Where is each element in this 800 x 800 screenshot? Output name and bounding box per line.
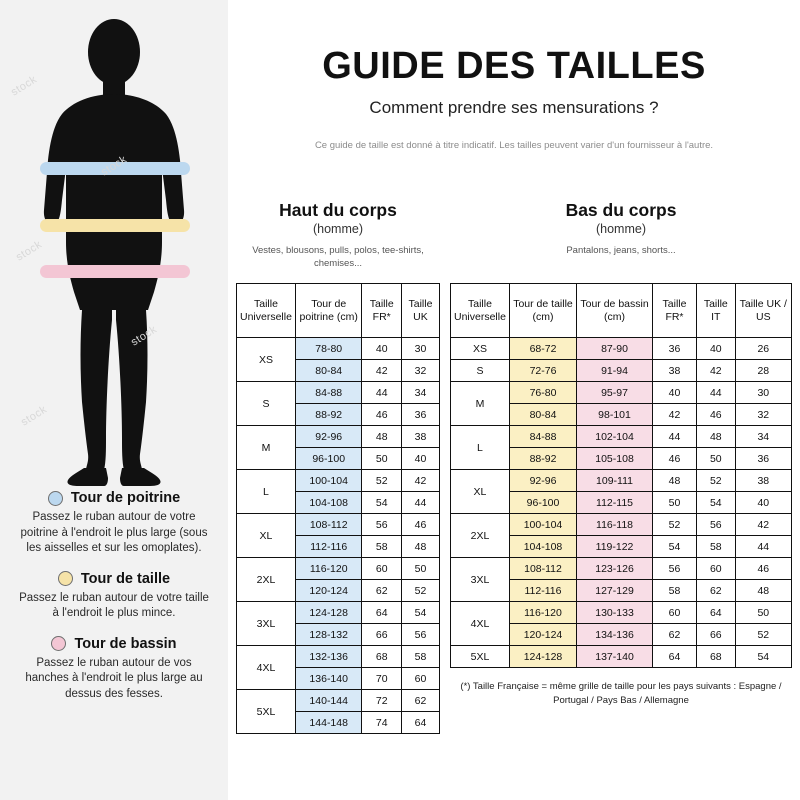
cell-fr: 64 <box>652 646 696 668</box>
table-row <box>237 602 440 624</box>
cell-hip: 123-126 <box>577 558 653 580</box>
cell-chest: 124-128 <box>295 602 362 624</box>
cell-waist: 112-116 <box>509 580 576 602</box>
cell-universal-size: S <box>237 382 296 426</box>
cell-chest: 136-140 <box>295 668 362 690</box>
cell-it: 44 <box>697 382 736 404</box>
cell-hip: 127-129 <box>577 580 653 602</box>
table-row <box>451 602 792 624</box>
cell-universal-size: M <box>237 426 296 470</box>
cell-waist: 100-104 <box>509 514 576 536</box>
cell-waist: 80-84 <box>509 404 576 426</box>
cell-it: 60 <box>697 558 736 580</box>
cell-fr: 56 <box>652 558 696 580</box>
lower-body-title: Bas du corps <box>565 200 677 220</box>
lower-body-table-block <box>450 186 792 734</box>
waist-color-dot-icon <box>58 571 73 586</box>
cell-uk: 54 <box>401 602 439 624</box>
cell-hip: 105-108 <box>577 448 653 470</box>
cell-chest: 120-124 <box>295 580 362 602</box>
cell-uk-us: 48 <box>735 580 791 602</box>
cell-uk: 32 <box>401 360 439 382</box>
table-row <box>451 470 792 492</box>
cell-uk-us: 44 <box>735 536 791 558</box>
cell-it: 48 <box>697 426 736 448</box>
cell-fr: 58 <box>652 580 696 602</box>
cell-it: 42 <box>697 360 736 382</box>
cell-it: 40 <box>697 338 736 360</box>
cell-chest: 112-116 <box>295 536 362 558</box>
watermark-text: stock <box>98 153 130 179</box>
cell-fr: 38 <box>652 360 696 382</box>
table-row <box>451 558 792 580</box>
cell-uk-us: 52 <box>735 624 791 646</box>
cell-it: 54 <box>697 492 736 514</box>
upper-body-subtitle: (homme) <box>312 222 363 236</box>
cell-it: 62 <box>697 580 736 602</box>
cell-waist: 84-88 <box>509 426 576 448</box>
cell-uk: 30 <box>401 338 439 360</box>
silhouette-panel <box>0 0 228 800</box>
disclaimer-text: Ce guide de taille est donné à titre indicatif. Les tailles peuvent varier d'un fournisseur à l'autre. <box>314 140 714 151</box>
cell-it: 46 <box>697 404 736 426</box>
cell-uk: 50 <box>401 558 439 580</box>
cell-fr: 74 <box>362 712 401 734</box>
cell-universal-size: 4XL <box>451 602 510 646</box>
cell-fr: 60 <box>362 558 401 580</box>
page-title: GUIDE DES TAILLES <box>322 45 706 87</box>
cell-uk: 44 <box>401 492 439 514</box>
cell-uk: 38 <box>401 426 439 448</box>
cell-chest: 100-104 <box>295 470 362 492</box>
upper-body-table-block <box>236 186 440 734</box>
cell-uk-us: 50 <box>735 602 791 624</box>
cell-hip: 109-111 <box>577 470 653 492</box>
cell-it: 56 <box>697 514 736 536</box>
legend-title-hip: Tour de bassin <box>74 635 177 652</box>
cell-it: 52 <box>697 470 736 492</box>
table-row <box>451 338 792 360</box>
table-row <box>451 426 792 448</box>
upper-body-table <box>236 283 440 734</box>
measurement-legend <box>0 490 228 716</box>
cell-universal-size: XL <box>237 514 296 558</box>
cell-fr: 42 <box>362 360 401 382</box>
cell-uk-us: 46 <box>735 558 791 580</box>
watermark-text: stock <box>13 238 45 264</box>
legend-desc-waist: Passez le ruban autour de votre taille à l'endroit le plus mince. <box>19 591 209 620</box>
upper-body-rows <box>237 338 440 734</box>
cell-fr: 44 <box>652 426 696 448</box>
cell-universal-size: 2XL <box>451 514 510 558</box>
cell-hip: 137-140 <box>577 646 653 668</box>
cell-hip: 130-133 <box>577 602 653 624</box>
cell-fr: 62 <box>362 580 401 602</box>
cell-universal-size: XS <box>237 338 296 382</box>
cell-universal-size: 5XL <box>451 646 510 668</box>
legend-item-hip <box>12 636 216 703</box>
cell-universal-size: XS <box>451 338 510 360</box>
upper-body-title: Haut du corps <box>279 200 397 220</box>
cell-chest: 96-100 <box>295 448 362 470</box>
chest-color-dot-icon <box>48 491 63 506</box>
cell-fr: 66 <box>362 624 401 646</box>
cell-it: 68 <box>697 646 736 668</box>
lower-body-subtitle: (homme) <box>595 222 646 236</box>
cell-fr: 72 <box>362 690 401 712</box>
legend-title-chest: Tour de poitrine <box>70 490 181 506</box>
table-row <box>237 426 440 448</box>
cell-chest: 116-120 <box>295 558 362 580</box>
cell-it: 64 <box>697 602 736 624</box>
cell-universal-size: 3XL <box>237 602 296 646</box>
cell-uk: 42 <box>401 470 439 492</box>
cell-universal-size: 5XL <box>237 690 296 734</box>
watermark-text: stock <box>8 73 40 99</box>
page-subtitle: Comment prendre ses mensurations ? <box>369 98 659 117</box>
cell-fr: 48 <box>362 426 401 448</box>
page-header <box>228 0 800 151</box>
cell-uk: 62 <box>401 690 439 712</box>
upper-body-note: Vestes, blousons, pulls, polos, tee-shirts, chemises... <box>252 245 424 269</box>
cell-uk: 56 <box>401 624 439 646</box>
cell-uk-us: 28 <box>735 360 791 382</box>
cell-hip: 112-115 <box>577 492 653 514</box>
table-header-row <box>451 284 792 338</box>
cell-fr: 54 <box>652 536 696 558</box>
table-row <box>237 514 440 536</box>
legend-desc-hip: Passez le ruban autour de vos hanches à l'endroit le plus large au dessus des fesses. <box>25 656 203 700</box>
table-header-row <box>237 284 440 338</box>
table-row <box>237 646 440 668</box>
cell-universal-size: 3XL <box>451 558 510 602</box>
cell-waist: 124-128 <box>509 646 576 668</box>
cell-uk-us: 38 <box>735 470 791 492</box>
legend-desc-chest: Passez le ruban autour de votre poitrine à l'endroit le plus large (sous les aisselles et sur les omoplates). <box>20 511 208 555</box>
th-fr: Taille FR* <box>652 284 696 338</box>
th-universal: Taille Universelle <box>451 284 510 338</box>
cell-waist: 88-92 <box>509 448 576 470</box>
cell-fr: 48 <box>652 470 696 492</box>
cell-uk-us: 40 <box>735 492 791 514</box>
cell-universal-size: M <box>451 382 510 426</box>
lower-body-rows <box>451 338 792 668</box>
cell-uk: 58 <box>401 646 439 668</box>
cell-waist: 108-112 <box>509 558 576 580</box>
cell-hip: 87-90 <box>577 338 653 360</box>
hip-color-dot-icon <box>51 636 66 651</box>
cell-waist: 68-72 <box>509 338 576 360</box>
cell-uk-us: 36 <box>735 448 791 470</box>
table-row <box>451 382 792 404</box>
cell-chest: 144-148 <box>295 712 362 734</box>
cell-uk: 64 <box>401 712 439 734</box>
cell-hip: 98-101 <box>577 404 653 426</box>
th-fr: Taille FR* <box>362 284 401 338</box>
cell-chest: 140-144 <box>295 690 362 712</box>
cell-uk: 40 <box>401 448 439 470</box>
cell-fr: 50 <box>652 492 696 514</box>
th-uk: Taille UK <box>401 284 439 338</box>
cell-universal-size: L <box>451 426 510 470</box>
cell-uk-us: 34 <box>735 426 791 448</box>
cell-chest: 132-136 <box>295 646 362 668</box>
cell-fr: 70 <box>362 668 401 690</box>
table-row <box>451 514 792 536</box>
cell-fr: 52 <box>652 514 696 536</box>
cell-fr: 56 <box>362 514 401 536</box>
lower-body-note: Pantalons, jeans, shorts... <box>566 245 676 256</box>
table-row <box>237 558 440 580</box>
cell-universal-size: S <box>451 360 510 382</box>
th-waist: Tour de taille (cm) <box>509 284 576 338</box>
cell-uk: 36 <box>401 404 439 426</box>
cell-hip: 91-94 <box>577 360 653 382</box>
cell-chest: 104-108 <box>295 492 362 514</box>
cell-waist: 92-96 <box>509 470 576 492</box>
cell-fr: 50 <box>362 448 401 470</box>
table-row <box>237 690 440 712</box>
lower-body-table <box>450 283 792 668</box>
footnote-text: (*) Taille Française = même grille de taille pour les pays suivants : Espagne / Portugal / Pays Bas / Allemagne <box>460 681 782 706</box>
watermark-text: stock <box>18 403 50 429</box>
cell-chest: 78-80 <box>295 338 362 360</box>
cell-fr: 62 <box>652 624 696 646</box>
cell-fr: 40 <box>362 338 401 360</box>
cell-hip: 95-97 <box>577 382 653 404</box>
cell-fr: 60 <box>652 602 696 624</box>
cell-chest: 84-88 <box>295 382 362 404</box>
cell-it: 58 <box>697 536 736 558</box>
legend-title-waist: Tour de taille <box>80 570 171 587</box>
cell-waist: 120-124 <box>509 624 576 646</box>
table-row <box>451 646 792 668</box>
cell-it: 50 <box>697 448 736 470</box>
cell-hip: 134-136 <box>577 624 653 646</box>
cell-fr: 58 <box>362 536 401 558</box>
waist-tape-marker <box>40 219 190 232</box>
cell-fr: 36 <box>652 338 696 360</box>
cell-fr: 46 <box>362 404 401 426</box>
cell-chest: 92-96 <box>295 426 362 448</box>
legend-item-waist <box>12 571 216 622</box>
cell-universal-size: XL <box>451 470 510 514</box>
body-silhouette-icon <box>0 10 228 490</box>
cell-fr: 64 <box>362 602 401 624</box>
cell-universal-size: 2XL <box>237 558 296 602</box>
cell-uk: 34 <box>401 382 439 404</box>
cell-waist: 116-120 <box>509 602 576 624</box>
cell-fr: 44 <box>362 382 401 404</box>
cell-uk-us: 26 <box>735 338 791 360</box>
cell-chest: 88-92 <box>295 404 362 426</box>
table-row <box>237 470 440 492</box>
cell-uk-us: 30 <box>735 382 791 404</box>
cell-waist: 96-100 <box>509 492 576 514</box>
cell-chest: 108-112 <box>295 514 362 536</box>
cell-fr: 46 <box>652 448 696 470</box>
chest-tape-marker <box>40 162 190 175</box>
hip-tape-marker <box>40 265 190 278</box>
male-silhouette-illustration <box>0 10 228 490</box>
size-tables <box>236 186 792 734</box>
cell-hip: 116-118 <box>577 514 653 536</box>
cell-universal-size: L <box>237 470 296 514</box>
cell-uk: 60 <box>401 668 439 690</box>
cell-chest: 128-132 <box>295 624 362 646</box>
cell-uk: 48 <box>401 536 439 558</box>
cell-waist: 104-108 <box>509 536 576 558</box>
cell-universal-size: 4XL <box>237 646 296 690</box>
th-it: Taille IT <box>697 284 736 338</box>
th-chest: Tour de poitrine (cm) <box>295 284 362 338</box>
cell-waist: 76-80 <box>509 382 576 404</box>
cell-fr: 52 <box>362 470 401 492</box>
cell-waist: 72-76 <box>509 360 576 382</box>
cell-uk-us: 32 <box>735 404 791 426</box>
cell-uk: 46 <box>401 514 439 536</box>
cell-chest: 80-84 <box>295 360 362 382</box>
watermark-text: stock <box>128 323 160 349</box>
cell-uk: 52 <box>401 580 439 602</box>
cell-hip: 102-104 <box>577 426 653 448</box>
table-row <box>451 360 792 382</box>
th-hip: Tour de bassin (cm) <box>577 284 653 338</box>
cell-it: 66 <box>697 624 736 646</box>
th-ukus: Taille UK / US <box>735 284 791 338</box>
cell-fr: 40 <box>652 382 696 404</box>
table-row <box>237 338 440 360</box>
cell-uk-us: 54 <box>735 646 791 668</box>
legend-item-chest <box>12 490 216 557</box>
cell-fr: 42 <box>652 404 696 426</box>
cell-fr: 68 <box>362 646 401 668</box>
cell-hip: 119-122 <box>577 536 653 558</box>
cell-uk-us: 42 <box>735 514 791 536</box>
cell-fr: 54 <box>362 492 401 514</box>
table-row <box>237 382 440 404</box>
th-universal: Taille Universelle <box>237 284 296 338</box>
